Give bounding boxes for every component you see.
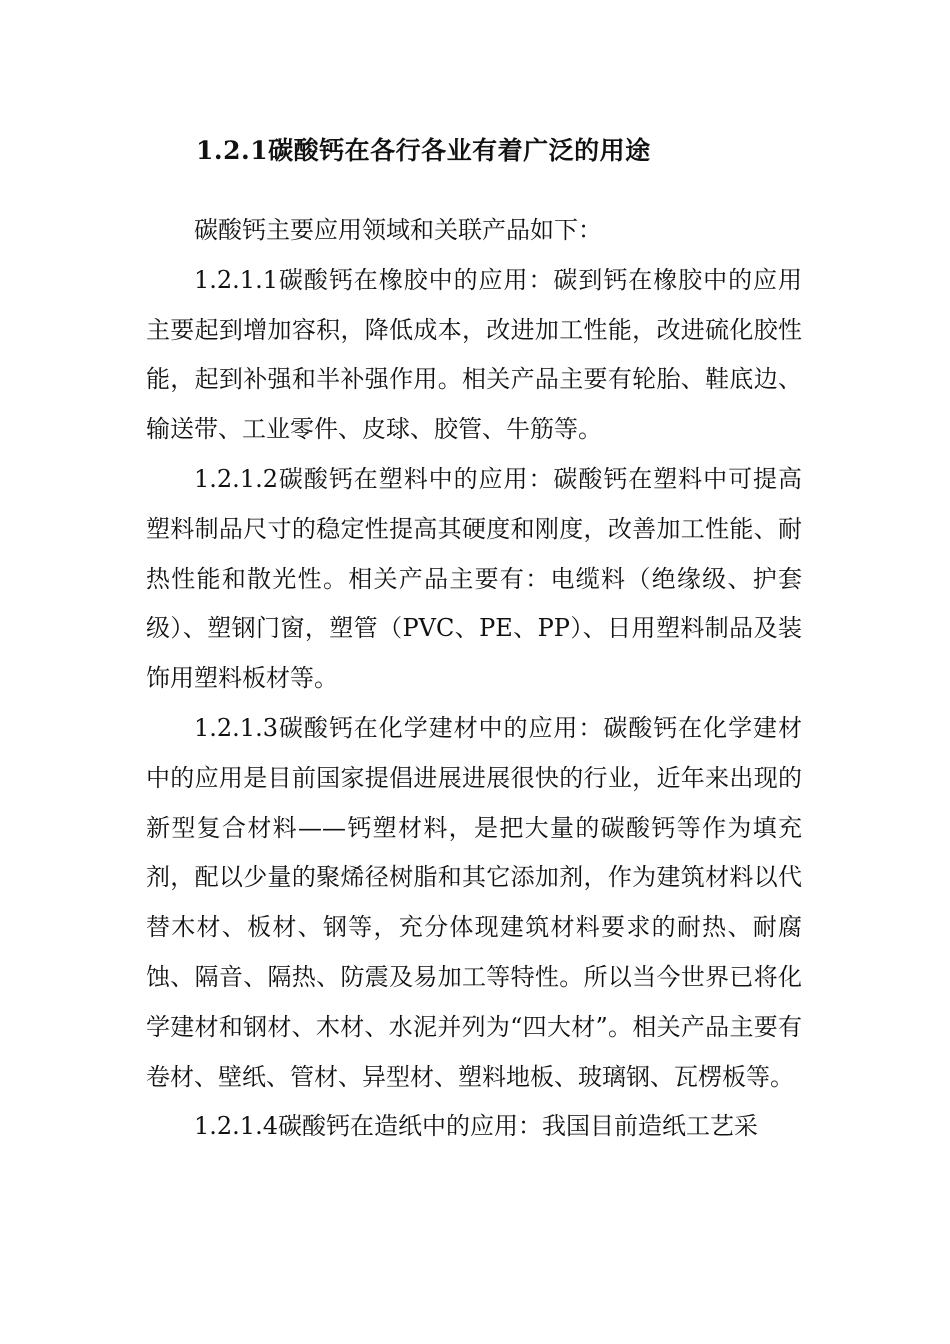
intro-paragraph: 碳酸钙主要应用领域和关联产品如下：: [194, 216, 602, 244]
papermaking-application-paragraph: 1.2.1.4碳酸钙在造纸中的应用：我国目前造纸工艺采: [194, 1112, 758, 1141]
document-page: [146, 126, 802, 1152]
rubber-application-paragraph: 1.2.1.1碳酸钙在橡胶中的应用：碳到钙在橡胶中的应用主要起到增加容积，降低成本，改进加工性能，改进硫化胶性能，起到补强和半补强作用。相关产品主要有轮胎、鞋底边、输送带、工业零件、皮球、胶管、牛筋等。: [146, 265, 802, 444]
building-materials-application-paragraph: 1.2.1.3碳酸钙在化学建材中的应用：碳酸钙在化学建材中的应用是目前国家提倡进展进展很快的行业，近年来出现的新型复合材料——钙塑材料，是把大量的碳酸钙等作为填充剂，配以少量的聚烯径树脂和其它添加剂，作为建筑材料以代替木材、板材、钢等，充分体现建筑材料要求的耐热、耐腐蚀、隔音、隔热、防震及易加工等特性。所以当今世界已将化学建材和钢材、木材、水泥并列为“四大材”。相关产品主要有卷材、壁纸、管材、异型材、塑料地板、玻璃钢、瓦楞板等。: [146, 713, 802, 1091]
section-heading: 1.2.1碳酸钙在各行各业有着广泛的用途: [196, 136, 651, 165]
plastics-application-paragraph: 1.2.1.2碳酸钙在塑料中的应用：碳酸钙在塑料中可提高塑料制品尺寸的稳定性提高其硬度和刚度，改善加工性能、耐热性能和散光性。相关产品主要有：电缆料（绝缘级、护套级）、塑钢门窗，塑管（PVC、PE、PP）、日用塑料制品及装饰用塑料板材等。: [146, 464, 802, 693]
